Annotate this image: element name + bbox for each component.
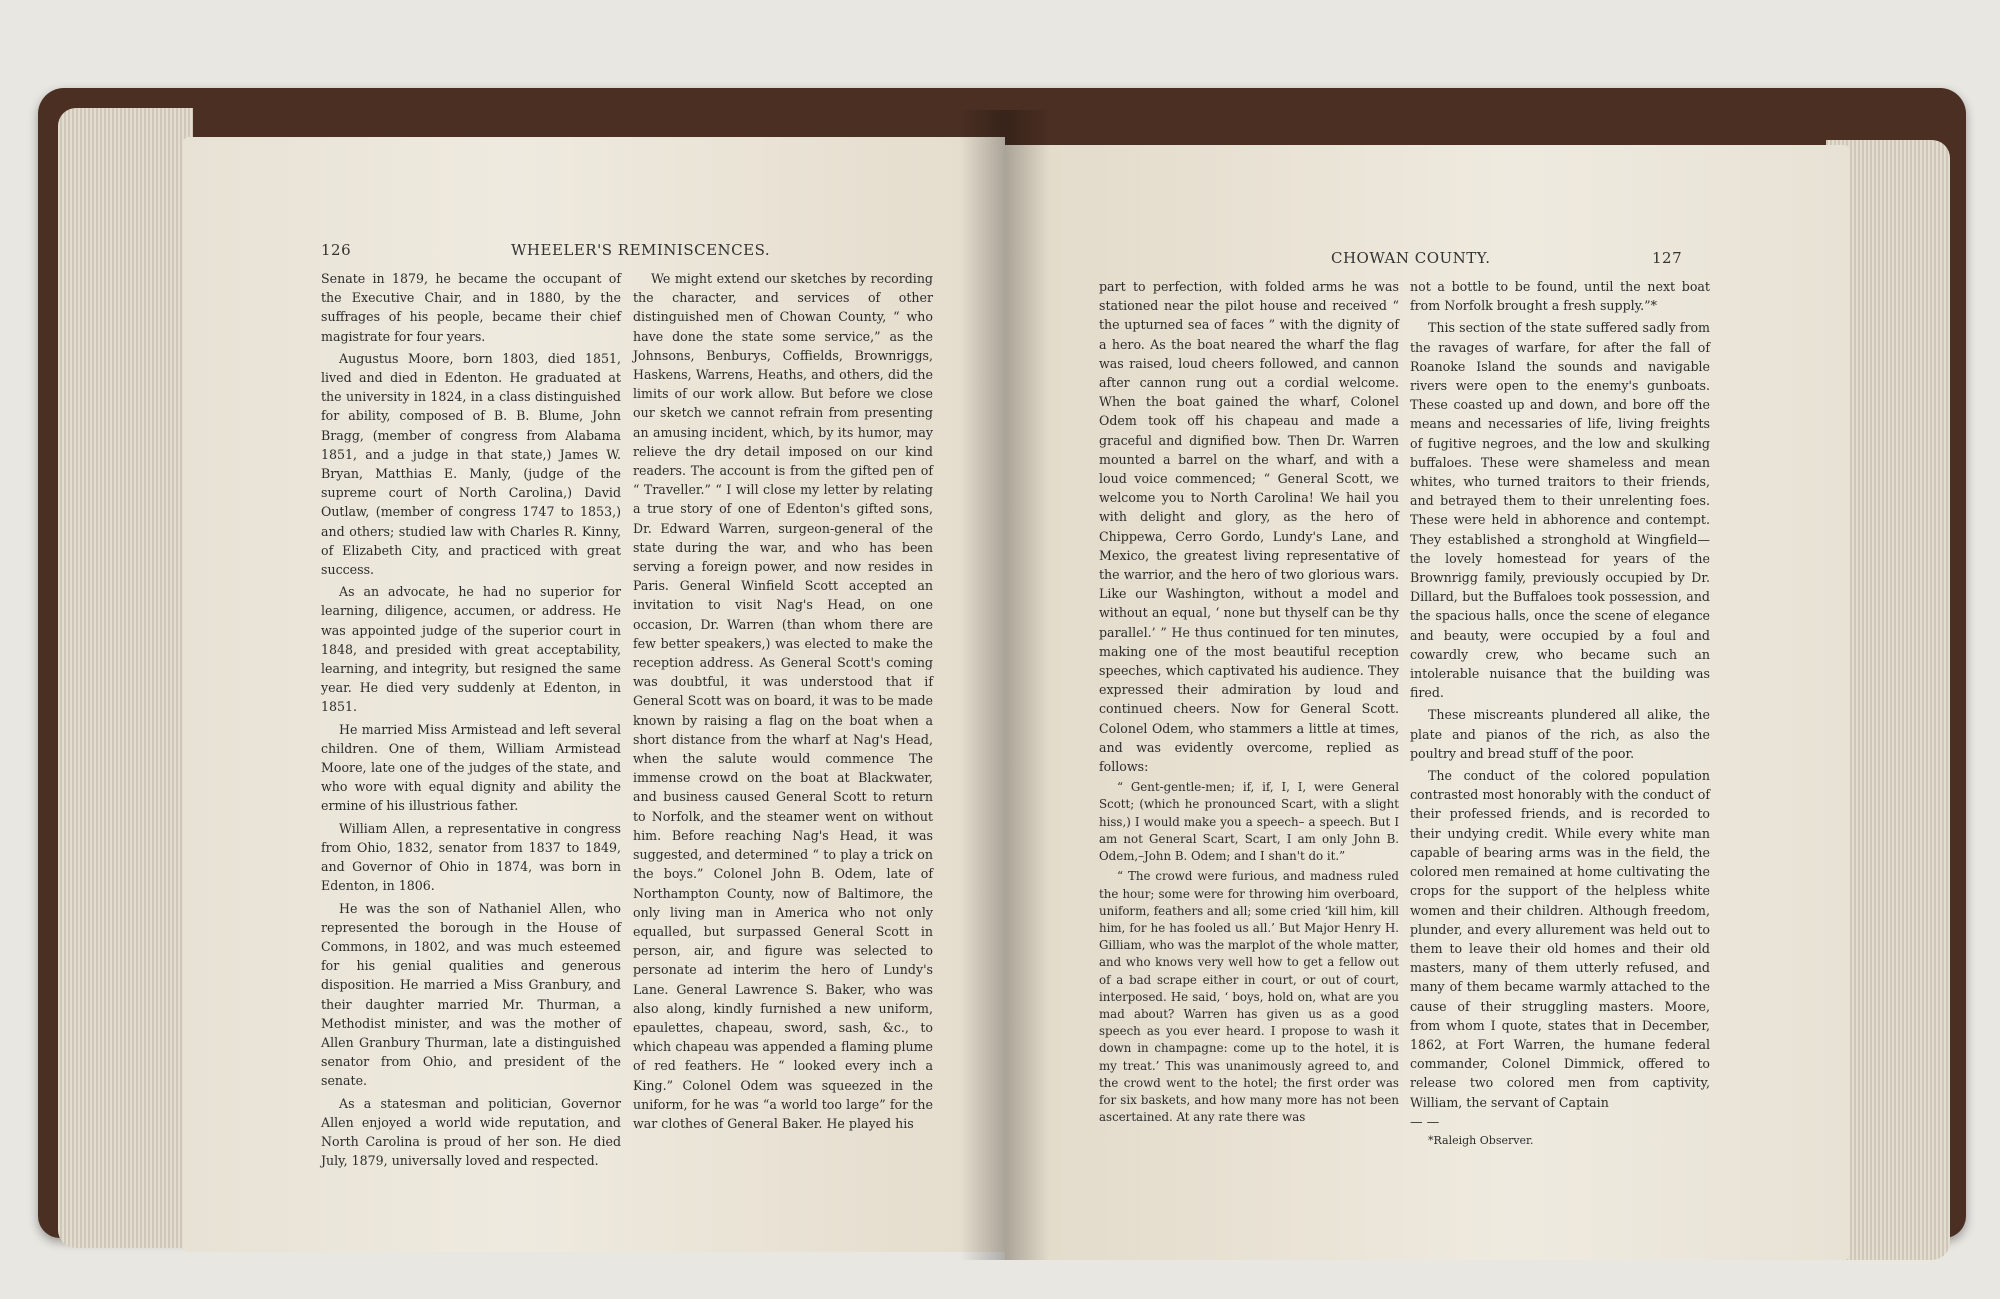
paragraph: As a statesman and politician, Governor Allen enjoyed a world wide reputation, and North Carolina is proud of her son. He died July, 1879, universally loved and respected. (321, 1095, 621, 1169)
paragraph: This section of the state suffered sadly from the ravages of warfare, for after the fall of Roanoke Island the sounds and navigable rivers were open to the enemy's gunboats. These coasted up and down, and bore off the means and necessaries of life, living freights of fugitive negroes, and the low and skulking buffaloes. These were shameless and mean whites, who turned traitors to their friends, and betrayed them to their unrelenting foes. These were held in abhorence and contempt. They established a stronghold at Wingfield—the lovely homestead for years of the Brownrigg family, previously occupied by Dr. Dillard, but the Buffaloes took possession, and the spacious halls, once the scene of elegance and beauty, were occupied by a foul and cowardly crew, who became such an intolerable nuisance that the building was fired. (1410, 320, 1710, 701)
page-number-right: 127 (1652, 249, 1683, 267)
paragraph: William Allen, a representative in congress from Ohio, 1832, senator from 1837 to 1849, and Governor of Ohio in 1874, was born in Edenton, in 1806. (321, 820, 621, 894)
page-edges-left (58, 108, 193, 1248)
quote-paragraph: “ The crowd were furious, and madness ruled the hour; some were for throwing him overboard, uniform, feathers and all; some cried ‘kill him, kill him, for he has fooled us all.’ But Major Henry H. Gilliam, who was the marplot of the whole matter, and who knows very well how to get a fellow out of a bad scrape either in court, or out of court, interposed. He said, ‘ boys, hold on, what are you mad about? Warren has given us as a good speech as you ever heard. I propose to wash it down in champagne: come up to the hotel, it is my treat.’ This was unanimously agreed to, and the crowd went to the hotel; the first order was for six baskets, and how many more has not been ascertained. At any rate there was (1099, 869, 1400, 1125)
paragraph: Augustus Moore, born 1803, died 1851, lived and died in Edenton. He graduated at the university in 1824, in a class distinguished for ability, composed of B. B. Blume, John Bragg, (member of congress from Alabama 1851, and a judge in that state,) James W. Bryan, Matthias E. Manly, (judge of the supreme court of North Carolina,) David Outlaw, (member of congress 1747 to 1853,) and others; studied law with Charles R. Kinny, of Elizabeth City, and practiced with great success. (321, 350, 621, 578)
right-page (1005, 145, 1850, 1260)
quote-paragraph: “ Gent-gentle-men; if, if, I, I, were General Scott; (which he pronounced Scart, with a slight hiss,) I would make you a speech– a speech. But I am not General Scart, Scart, I am only John B. Odem,–John B. Odem; and I shan't do it.” (1099, 780, 1399, 864)
right-column-2 (1410, 277, 1710, 1150)
footnote-rule: — — (1410, 1113, 1440, 1129)
paragraph: We might extend our sketches by recording the character, and services of other distinguished men of Chowan County, “ who have done the state some service,” as the Johnsons, Benburys, Coffields, Brownriggs, Haskens, Warrens, Heaths, and others, did the limits of our work allow. But before we close our sketch we cannot refrain from presenting an amusing incident, which, by its humor, may relieve the dry detail imposed on our kind readers. The account is from the gifted pen of “ Traveller.” “ I will close my letter by relating a true story of one of Edenton's gifted sons, Dr. Edward Warren, surgeon-general of the state during the war, and who has been serving a foreign power, and now resides in Paris. General Winfield Scott accepted an invitation to visit Nag's Head, on one occasion, Dr. Warren (than whom there are few better speakers,) was elected to make the reception address. As General Scott's coming was doubtful, it was understood that if General Scott was on board, it was to be made known by raising a flag on the boat when a short distance from the wharf at Nag's Head, when the salute would commence The immense crowd on the boat at Blackwater, and business caused General Scott to return to Norfolk, and the steamer went on without him. Before reaching Nag's Head, it was suggested, and determined “ to play a trick on the boys.” Colonel John B. Odem, late of Northampton County, now of Baltimore, the only living man in America who not only equalled, but surpassed General Scott in person, air, and figure was selected to personate ad interim the hero of Lundy's Lane. General Lawrence S. Baker, who was also along, kindly furnished a new uniform, epaulettes, chapeau, sword, sash, &c., to which chapeau was appended a flaming plume of red feathers. He “ looked every inch a King.” Colonel Odem was squeezed in the uniform, for he was “a world too large” for the war clothes of General Baker. He played his (633, 271, 933, 1131)
paragraph: The conduct of the colored population contrasted most honorably with the conduct of their professed friends, and is recorded to their undying credit. While every white man capable of bearing arms was in the field, the colored men remained at home cultivating the crops for the support of the helpless white women and their children. Although freedom, plunder, and every allurement was held out to them to leave their old homes and their old masters, many of them utterly refused, and many of them became warmly attached to the cause of their struggling masters. Moore, from whom I quote, states that in December, 1862, at Fort Warren, the humane federal commander, Colonel Dimmick, offered to release two colored men from captivity, William, the servant of Captain (1410, 768, 1710, 1110)
paragraph: As an advocate, he had no superior for learning, diligence, accumen, or address. He was appointed judge of the superior court in 1848, and presided with great acceptability, learning, and integrity, but resigned the same year. He died very suddenly at Edenton, in 1851. (321, 584, 621, 715)
left-column-1 (321, 269, 621, 1170)
paragraph: not a bottle to be found, until the next boat from Norfolk brought a fresh supply.”* (1410, 279, 1710, 314)
paragraph: These miscreants plundered all alike, the plate and pianos of the rich, as also the poultry and bread stuff of the poor. (1410, 707, 1710, 761)
paragraph: He was the son of Nathaniel Allen, who represented the borough in the House of Commons, in 1802, and was much esteemed for his genial qualities and generous disposition. He married a Miss Granbury, and their daughter married Mr. Thurman, a Methodist minister, and was the mother of Allen Granbury Thurman, late a distinguished senator from Ohio, and president of the senate. (321, 900, 621, 1089)
footnote: *Raleigh Observer. (1428, 1133, 1534, 1147)
page-number-left: 126 (321, 241, 352, 259)
left-page (183, 137, 1005, 1252)
paragraph: Senate in 1879, he became the occupant of the Executive Chair, and in 1880, by the suffrages of his people, became their chief magistrate for four years. (321, 271, 621, 344)
running-head-left: WHEELER'S REMINISCENCES. (511, 241, 771, 259)
book-spine (960, 110, 1050, 1260)
paragraph: part to perfection, with folded arms he was stationed near the pilot house and received “ the upturned sea of faces ” with the dignity of a hero. As the boat neared the wharf the flag was raised, loud cheers followed, and cannon after cannon rung out a cordial welcome. When the boat gained the wharf, Colonel Odem took off his chapeau and made a graceful and dignified bow. Then Dr. Warren mounted a barrel on the wharf, and with a loud voice commenced; “ General Scott, we welcome you to North Carolina! We hail you with delight and glory, as the hero of Chippewa, Cerro Gordo, Lundy's Lane, and Mexico, the greatest living representative of the warrior, and the hero of two glorious wars. Like our Washington, without a model and without an equal, ‘ none but thyself can be thy parallel.’ ” He thus continued for ten minutes, making one of the most beautiful reception speeches, which captivated his audience. They expressed their admiration by loud and continued cheers. Now for General Scott. Colonel Odem, who stammers a little at times, and was evidently overcome, replied as follows: (1099, 279, 1399, 775)
left-column-2 (633, 269, 933, 1133)
right-column-1 (1099, 277, 1399, 1126)
paragraph: He married Miss Armistead and left several children. One of them, William Armistead Moore, late one of the judges of the state, and who wore with equal dignity and ability the ermine of his illustrious father. (321, 721, 621, 814)
running-head-right: CHOWAN COUNTY. (1331, 249, 1491, 267)
